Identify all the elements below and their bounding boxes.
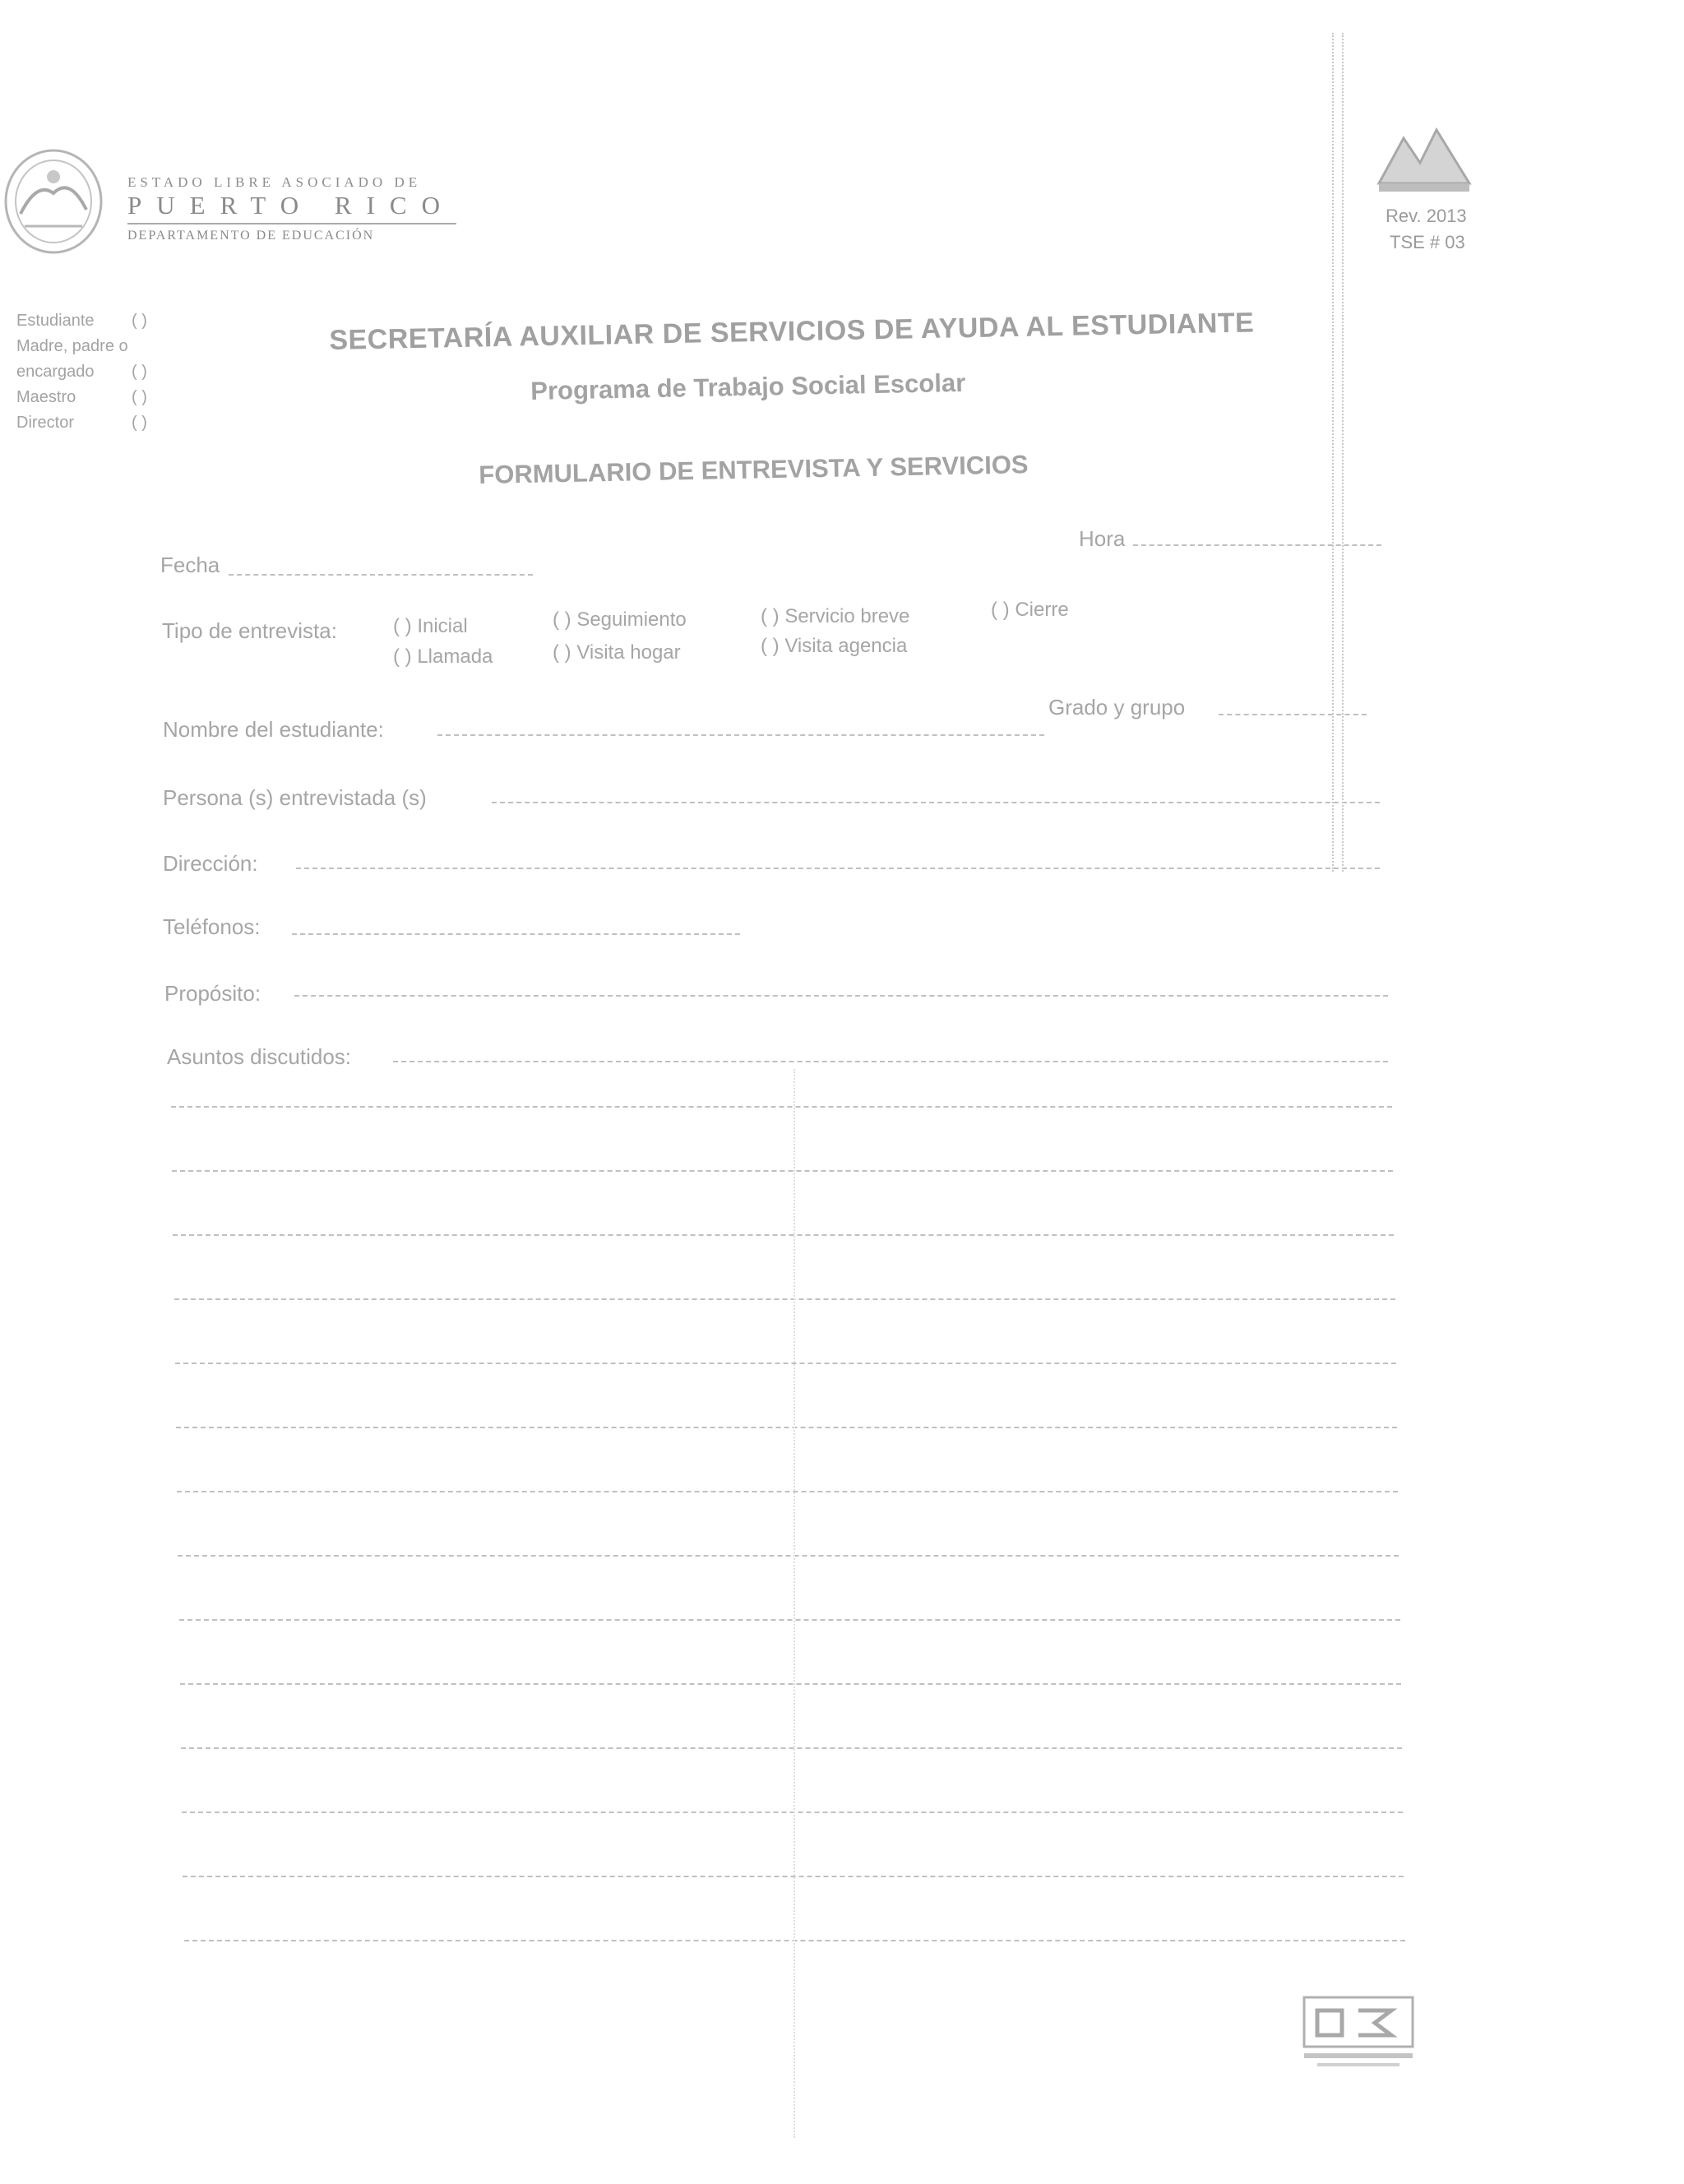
hora-label: Hora xyxy=(1079,526,1126,551)
recipient-label: Maestro xyxy=(16,388,76,406)
bottom-logo-icon xyxy=(1301,1994,1416,2072)
form-title: FORMULARIO DE ENTREVISTA Y SERVICIOS xyxy=(479,450,1029,489)
notes-line[interactable] xyxy=(172,1170,1393,1172)
recipient-label: encargado xyxy=(16,363,95,381)
fecha-field[interactable] xyxy=(229,574,533,576)
recipient-checkbox[interactable]: ( ) xyxy=(132,414,147,432)
recipient-checkbox[interactable]: ( ) xyxy=(132,363,147,381)
letterhead-line2: PUERTO RICO xyxy=(127,191,455,220)
notes-line[interactable] xyxy=(176,1427,1397,1428)
recipient-label: Director xyxy=(16,414,75,432)
recipient-checklist xyxy=(16,308,147,436)
persona-entrevistada-field[interactable] xyxy=(492,802,1380,803)
recipient-row[interactable] xyxy=(16,308,147,334)
recipient-checkbox[interactable]: ( ) xyxy=(132,312,147,330)
notes-line[interactable] xyxy=(178,1555,1399,1557)
scan-edge-line xyxy=(1342,33,1344,872)
notes-line[interactable] xyxy=(174,1298,1395,1300)
letterhead-department: DEPARTAMENTO DE EDUCACIÓN xyxy=(127,229,375,243)
grado-grupo-field[interactable] xyxy=(1219,714,1367,715)
direccion-field[interactable] xyxy=(296,868,1380,869)
scan-edge-line xyxy=(1332,33,1334,872)
option-llamada[interactable]: ( ) Llamada xyxy=(393,645,493,668)
fecha-label: Fecha xyxy=(160,553,220,577)
telefonos-label: Teléfonos: xyxy=(163,914,261,939)
recipient-row[interactable] xyxy=(16,359,147,385)
recipient-checkbox[interactable]: ( ) xyxy=(132,388,147,406)
recipient-row xyxy=(16,334,128,359)
notes-line[interactable] xyxy=(181,1747,1402,1749)
recipient-label: Madre, padre o xyxy=(16,337,128,355)
asuntos-discutidos-field[interactable] xyxy=(393,1061,1388,1062)
option-seguimiento[interactable]: ( ) Seguimiento xyxy=(553,608,687,631)
notes-line[interactable] xyxy=(171,1106,1392,1108)
notes-line[interactable] xyxy=(179,1619,1400,1621)
mountain-logo-icon xyxy=(1375,122,1474,196)
persona-entrevistada-label: Persona (s) entrevistada (s) xyxy=(163,785,427,810)
option-visita-hogar[interactable]: ( ) Visita hogar xyxy=(553,641,681,664)
asuntos-discutidos-label: Asuntos discutidos: xyxy=(167,1044,352,1069)
document-subtitle: Programa de Trabajo Social Escolar xyxy=(530,368,966,405)
recipient-row[interactable] xyxy=(16,410,147,436)
notes-line[interactable] xyxy=(182,1812,1403,1813)
option-visita-agencia[interactable]: ( ) Visita agencia xyxy=(761,635,908,657)
option-servicio-breve[interactable]: ( ) Servicio breve xyxy=(761,605,910,627)
form-code-label: TSE # 03 xyxy=(1390,232,1465,252)
letterhead-rule xyxy=(127,223,456,224)
document-title: SECRETARÍA AUXILIAR DE SERVICIOS DE AYUDA AL ESTUDIANTE xyxy=(329,307,1255,356)
option-inicial[interactable]: ( ) Inicial xyxy=(393,615,468,637)
nombre-estudiante-field[interactable] xyxy=(437,734,1044,736)
nombre-estudiante-label: Nombre del estudiante: xyxy=(163,717,384,742)
notes-line[interactable] xyxy=(173,1234,1394,1236)
department-seal-icon xyxy=(0,144,107,259)
proposito-label: Propósito: xyxy=(164,981,261,1006)
recipient-label: Estudiante xyxy=(16,312,95,330)
letterhead-line1: ESTADO LIBRE ASOCIADO DE xyxy=(127,174,422,190)
option-cierre[interactable]: ( ) Cierre xyxy=(991,599,1069,621)
recipient-row[interactable] xyxy=(16,385,147,410)
direccion-label: Dirección: xyxy=(163,851,258,876)
hora-field[interactable] xyxy=(1133,544,1381,546)
grado-grupo-label: Grado y grupo xyxy=(1048,695,1186,720)
notes-line[interactable] xyxy=(175,1363,1396,1364)
notes-line[interactable] xyxy=(177,1491,1398,1492)
scan-fold-line xyxy=(793,1069,795,2138)
telefonos-field[interactable] xyxy=(292,933,740,935)
tipo-entrevista-label: Tipo de entrevista: xyxy=(162,618,337,643)
revision-label: Rev. 2013 xyxy=(1386,206,1467,226)
notes-line[interactable] xyxy=(180,1683,1401,1685)
proposito-field[interactable] xyxy=(294,995,1388,997)
